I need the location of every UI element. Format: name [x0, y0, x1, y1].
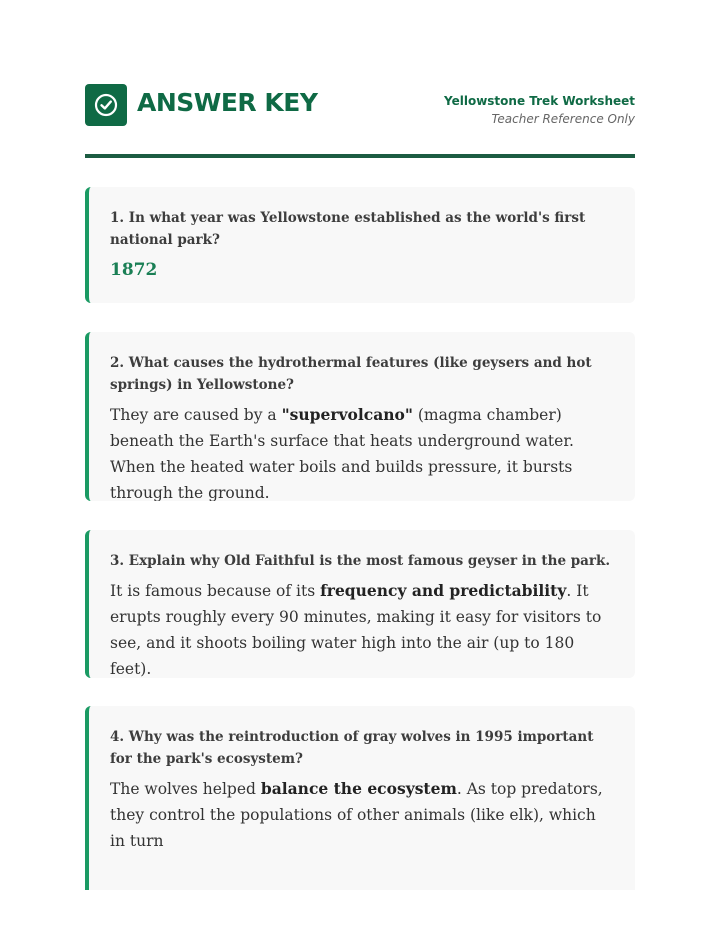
question-text: 1. In what year was Yellowstone established as the world's first national park? — [110, 210, 586, 248]
answer-rest: . It erupts roughly every 90 minutes, making it easy for visitors to see, and it shoots boiling water high into the air (up to 180 feet). — [110, 582, 602, 678]
worksheet-title: Yellowstone Trek Worksheet — [444, 94, 635, 108]
answer-lead: It is famous because of its — [110, 582, 321, 600]
answer-text: 1872 — [110, 260, 158, 280]
page-title: ANSWER KEY — [137, 88, 318, 117]
question-card-3 — [85, 530, 635, 678]
question-text: 3. Explain why Old Faithful is the most famous geyser in the park. — [110, 553, 611, 569]
answer-text — [110, 578, 613, 678]
worksheet-meta — [444, 92, 635, 128]
answer-highlight: "supervolcano" — [281, 405, 413, 424]
question-card-2 — [85, 332, 635, 501]
answer-lead: The wolves helped — [110, 780, 261, 798]
teacher-reference-label: Teacher Reference Only — [491, 112, 635, 126]
page-header — [85, 84, 635, 128]
header-divider — [85, 154, 635, 158]
answer-rest: . As top predators, they control the populations of other animals (like elk), which in turn — [110, 780, 603, 850]
answer-highlight: balance the ecosystem — [260, 779, 457, 798]
question-text: 4. Why was the reintroduction of gray wolves in 1995 important for the park's ecosystem? — [110, 729, 594, 767]
answer-highlight: frequency and predictability — [320, 581, 567, 600]
question-card-1 — [85, 187, 635, 303]
answer-text — [110, 402, 613, 501]
answer-text — [110, 776, 613, 854]
answer-lead: They are caused by a — [110, 406, 282, 424]
check-circle-icon — [85, 84, 127, 126]
question-card-4 — [85, 706, 635, 890]
question-text: 2. What causes the hydrothermal features (like geysers and hot springs) in Yellowstone? — [110, 355, 592, 393]
answer-rest: (magma chamber) beneath the Earth's surface that heats underground water. When the heated water boils and builds pressure, it bursts through the ground. — [110, 406, 574, 501]
